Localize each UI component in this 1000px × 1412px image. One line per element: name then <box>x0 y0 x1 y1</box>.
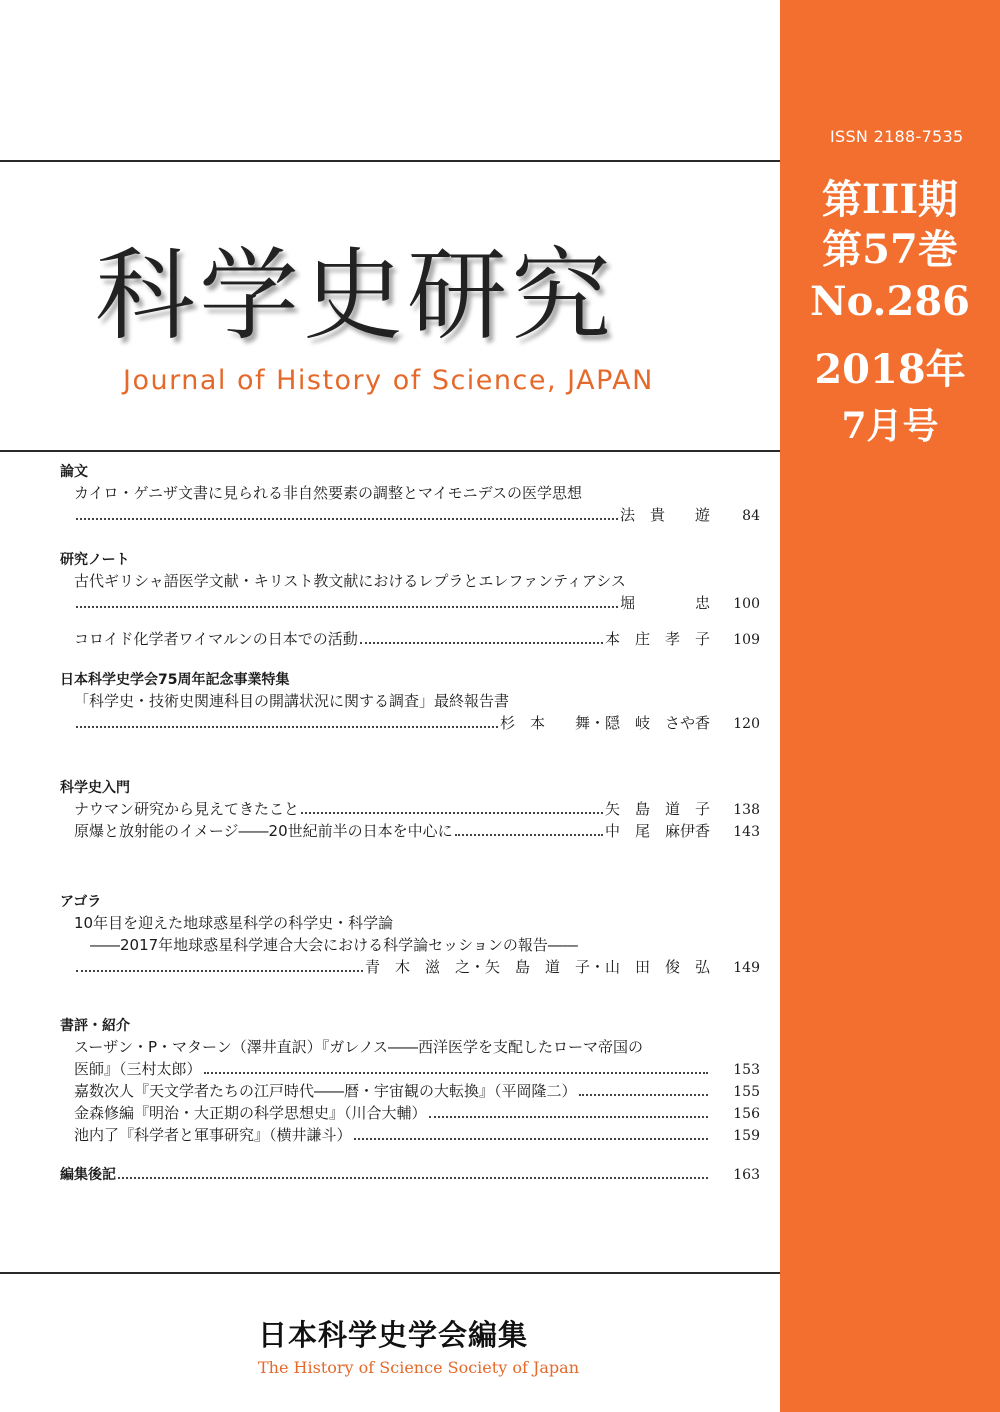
entry-title[interactable]: スーザン・P・マターン（澤井直訳）『ガレノス――西洋医学を支配したローマ帝国の <box>74 1038 643 1056</box>
series-label: 第III期 <box>821 176 959 223</box>
leader-dots <box>118 1177 708 1179</box>
entry-row[interactable] <box>60 1124 760 1146</box>
entry-page: 138 <box>733 802 760 818</box>
entry-row[interactable] <box>60 820 760 842</box>
entry-title[interactable]: 10年目を迎えた地球惑星科学の科学史・科学論 <box>74 914 394 932</box>
entry-author: 堀 忠 <box>619 594 710 612</box>
mid-rule <box>0 450 780 452</box>
issue-number: No.286 <box>810 278 970 325</box>
volume-label: 第57巻 <box>822 226 958 273</box>
section-heading: 論文 <box>60 464 88 480</box>
entry-page: 163 <box>733 1167 760 1183</box>
entry-author: 本 庄 孝 子 <box>604 630 710 648</box>
entry-page: 149 <box>733 960 760 976</box>
toc-section-intro <box>60 778 760 842</box>
entry-page: 159 <box>733 1128 760 1144</box>
leader-dots <box>429 1116 708 1118</box>
section-heading: 日本科学史学会75周年記念事業特集 <box>60 672 290 688</box>
leader-dots <box>455 834 603 836</box>
table-of-contents <box>60 462 760 1186</box>
section-heading: 編集後記 <box>60 1167 116 1183</box>
leader-dots <box>76 518 618 520</box>
entry-author: 矢 島 道 子 <box>604 800 710 818</box>
leader-dots <box>301 812 603 814</box>
section-heading: 書評・紹介 <box>60 1018 130 1034</box>
entry-subtitle: ――2017年地球惑星科学連合大会における科学論セッションの報告―― <box>90 936 578 954</box>
leader-dots <box>76 726 498 728</box>
entry-title[interactable]: 金森修編『明治・大正期の科学思想史』（川合大輔） <box>74 1104 427 1122</box>
entry-author: 青 木 滋 之・矢 島 道 子・山 田 俊 弘 <box>364 958 710 976</box>
entry-page: 120 <box>733 716 760 732</box>
journal-title: 科学史研究 <box>95 237 615 354</box>
entry-row[interactable] <box>60 1080 760 1102</box>
toc-section-reviews <box>60 1016 760 1146</box>
toc-section-editorial[interactable] <box>60 1164 760 1186</box>
entry-page: 109 <box>733 632 760 648</box>
bottom-rule <box>0 1272 780 1274</box>
entry-title[interactable]: ナウマン研究から見えてきたこと <box>74 800 300 818</box>
entry-row[interactable] <box>60 798 760 820</box>
section-heading: 科学史入門 <box>60 780 130 796</box>
toc-section-articles <box>60 462 760 526</box>
entry-page: 84 <box>742 508 760 524</box>
entry-title[interactable]: 池内了『科学者と軍事研究』（横井謙斗） <box>74 1126 352 1144</box>
leader-dots <box>360 642 603 644</box>
entry-author: 中 尾 麻伊香 <box>604 822 710 840</box>
entry-title[interactable]: 古代ギリシャ語医学文献・キリスト教文献におけるレプラとエレファンティアシス <box>74 572 626 590</box>
entry-byline <box>60 504 760 526</box>
toc-section-special <box>60 670 760 734</box>
entry-byline <box>60 956 760 978</box>
entry-page: 153 <box>733 1062 760 1078</box>
top-rule <box>0 160 780 162</box>
entry-author: 法 貴 遊 <box>619 506 710 524</box>
publisher-en: The History of Science Society of Japan <box>258 1358 579 1377</box>
issue-month: 7月号 <box>841 405 939 447</box>
toc-section-notes <box>60 550 760 650</box>
entry-byline <box>60 712 760 734</box>
section-heading: アゴラ <box>60 894 102 910</box>
entry-page: 156 <box>733 1106 760 1122</box>
entry-row[interactable] <box>60 1058 760 1080</box>
entry-title[interactable]: 「科学史・技術史関連科目の開講状況に関する調査」最終報告書 <box>74 692 510 710</box>
entry-title[interactable]: コロイド化学者ワイマルンの日本での活動 <box>74 630 358 648</box>
entry-byline <box>60 592 760 614</box>
entry-title[interactable]: 原爆と放射能のイメージ――20世紀前半の日本を中心に <box>74 822 453 840</box>
leader-dots <box>76 970 363 972</box>
leader-dots <box>354 1138 708 1140</box>
issn: ISSN 2188-7535 <box>830 127 964 146</box>
section-heading: 研究ノート <box>60 552 130 568</box>
entry-title[interactable]: カイロ・ゲニザ文書に見られる非自然要素の調整とマイモニデスの医学思想 <box>74 484 583 502</box>
entry-row[interactable] <box>60 628 760 650</box>
journal-title-en: Journal of History of Science, JAPAN <box>123 365 654 396</box>
entry-title[interactable]: 嘉数次人『天文学者たちの江戸時代――暦・宇宙観の大転換』（平岡隆二） <box>74 1082 577 1100</box>
leader-dots <box>204 1072 708 1074</box>
entry-page: 155 <box>733 1084 760 1100</box>
toc-section-agora <box>60 892 760 978</box>
entry-title-cont[interactable]: 医師』（三村太郎） <box>74 1060 202 1078</box>
entry-page: 143 <box>733 824 760 840</box>
entry-author: 杉 本 舞・隠 岐 さや香 <box>499 714 710 732</box>
entry-row[interactable] <box>60 1102 760 1124</box>
issue-year: 2018年 <box>814 346 966 393</box>
publisher-jp: 日本科学史学会編集 <box>258 1318 529 1352</box>
leader-dots <box>76 606 618 608</box>
leader-dots <box>579 1094 708 1096</box>
entry-page: 100 <box>733 596 760 612</box>
